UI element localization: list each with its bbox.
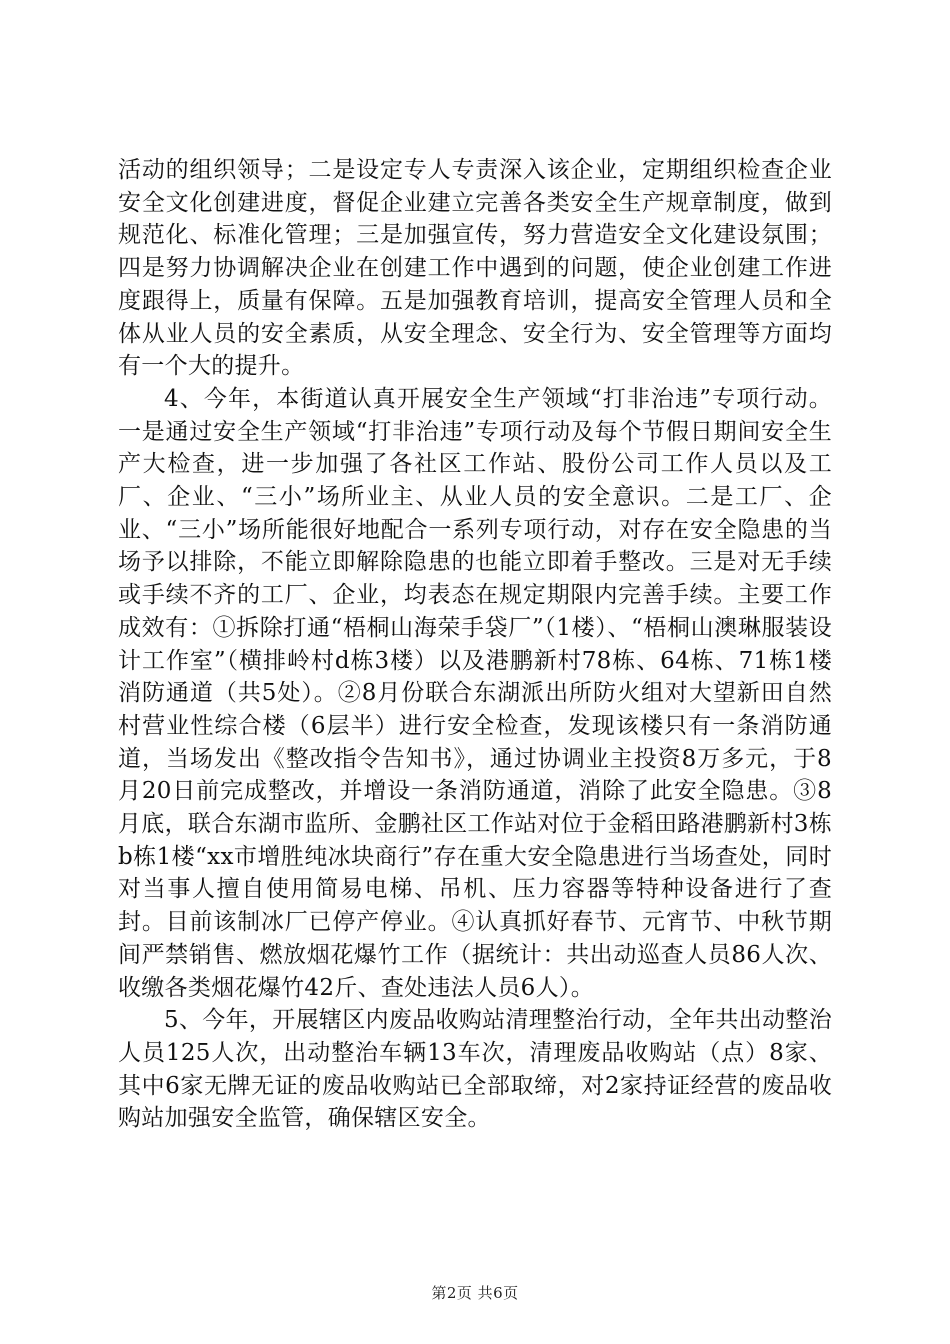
page-number-footer: 第2页 共6页 xyxy=(431,1284,519,1302)
paragraph-item-5: 5、今年，开展辖区内废品收购站清理整治行动，全年共出动整治人员125人次，出动整治车辆13车次，清理废品收购站（点）8家、其中6家无牌无证的废品收购站已全部取缔，对2家持证经营的废品收购站加强安全监管，确保辖区安全。 xyxy=(118,1007,832,1132)
document-body xyxy=(118,154,832,1135)
paragraph-continuation: 活动的组织领导；二是设定专人专责深入该企业，定期组织检查企业安全文化创建进度，督促企业建立完善各类安全生产规章制度，做到规范化、标准化管理；三是加强宣传，努力营造安全文化建设氛围；四是努力协调解决企业在创建工作中遇到的问题，使企业创建工作进度跟得上，质量有保障。五是加强教育培训，提高安全管理人员和全体从业人员的安全素质，从安全理念、安全行为、安全管理等方面均有一个大的提升。 xyxy=(118,157,832,380)
paragraph-item-4: 4、今年，本街道认真开展安全生产领域“打非治违”专项行动。一是通过安全生产领域“打非治违”专项行动及每个节假日期间安全生产大检查，进一步加强了各社区工作站、股份公司工作人员以及工厂、企业、“三小”场所业主、从业人员的安全意识。二是工厂、企业、“三小”场所能很好地配合一系列专项行动，对存在安全隐患的当场予以排除，不能立即解除隐患的也能立即着手整改。三是对无手续或手续不齐的工厂、企业，均表态在规定期限内完善手续。主要工作成效有：①拆除打通“梧桐山海荣手袋厂”（1楼）、“梧桐山澳琳服装设计工作室”（横排岭村d栋3楼）以及港鹏新村78栋、64栋、71栋1楼消防通道（共5处）。②8月份联合东湖派出所防火组对大望新田自然村营业性综合楼（6层半）进行安全检查，发现该楼只有一条消防通道，当场发出《整改指令告知书》，通过协调业主投资8万多元，于8月20日前完成整改，并增设一条消防通道，消除了此安全隐患。③8月底，联合东湖市监所、金鹏社区工作站对位于金稻田路港鹏新村3栋b栋1楼“xx市增胜纯冰块商行”存在重大安全隐患进行当场查处，同时对当事人擅自使用简易电梯、吊机、压力容器等特种设备进行了查封。目前该制冰厂已停产停业。④认真抓好春节、元宵节、中秋节期间严禁销售、燃放烟花爆竹工作（据统计：共出动巡查人员86人次、收缴各类烟花爆竹42斤、查处违法人员6人）。 xyxy=(118,385,832,1001)
